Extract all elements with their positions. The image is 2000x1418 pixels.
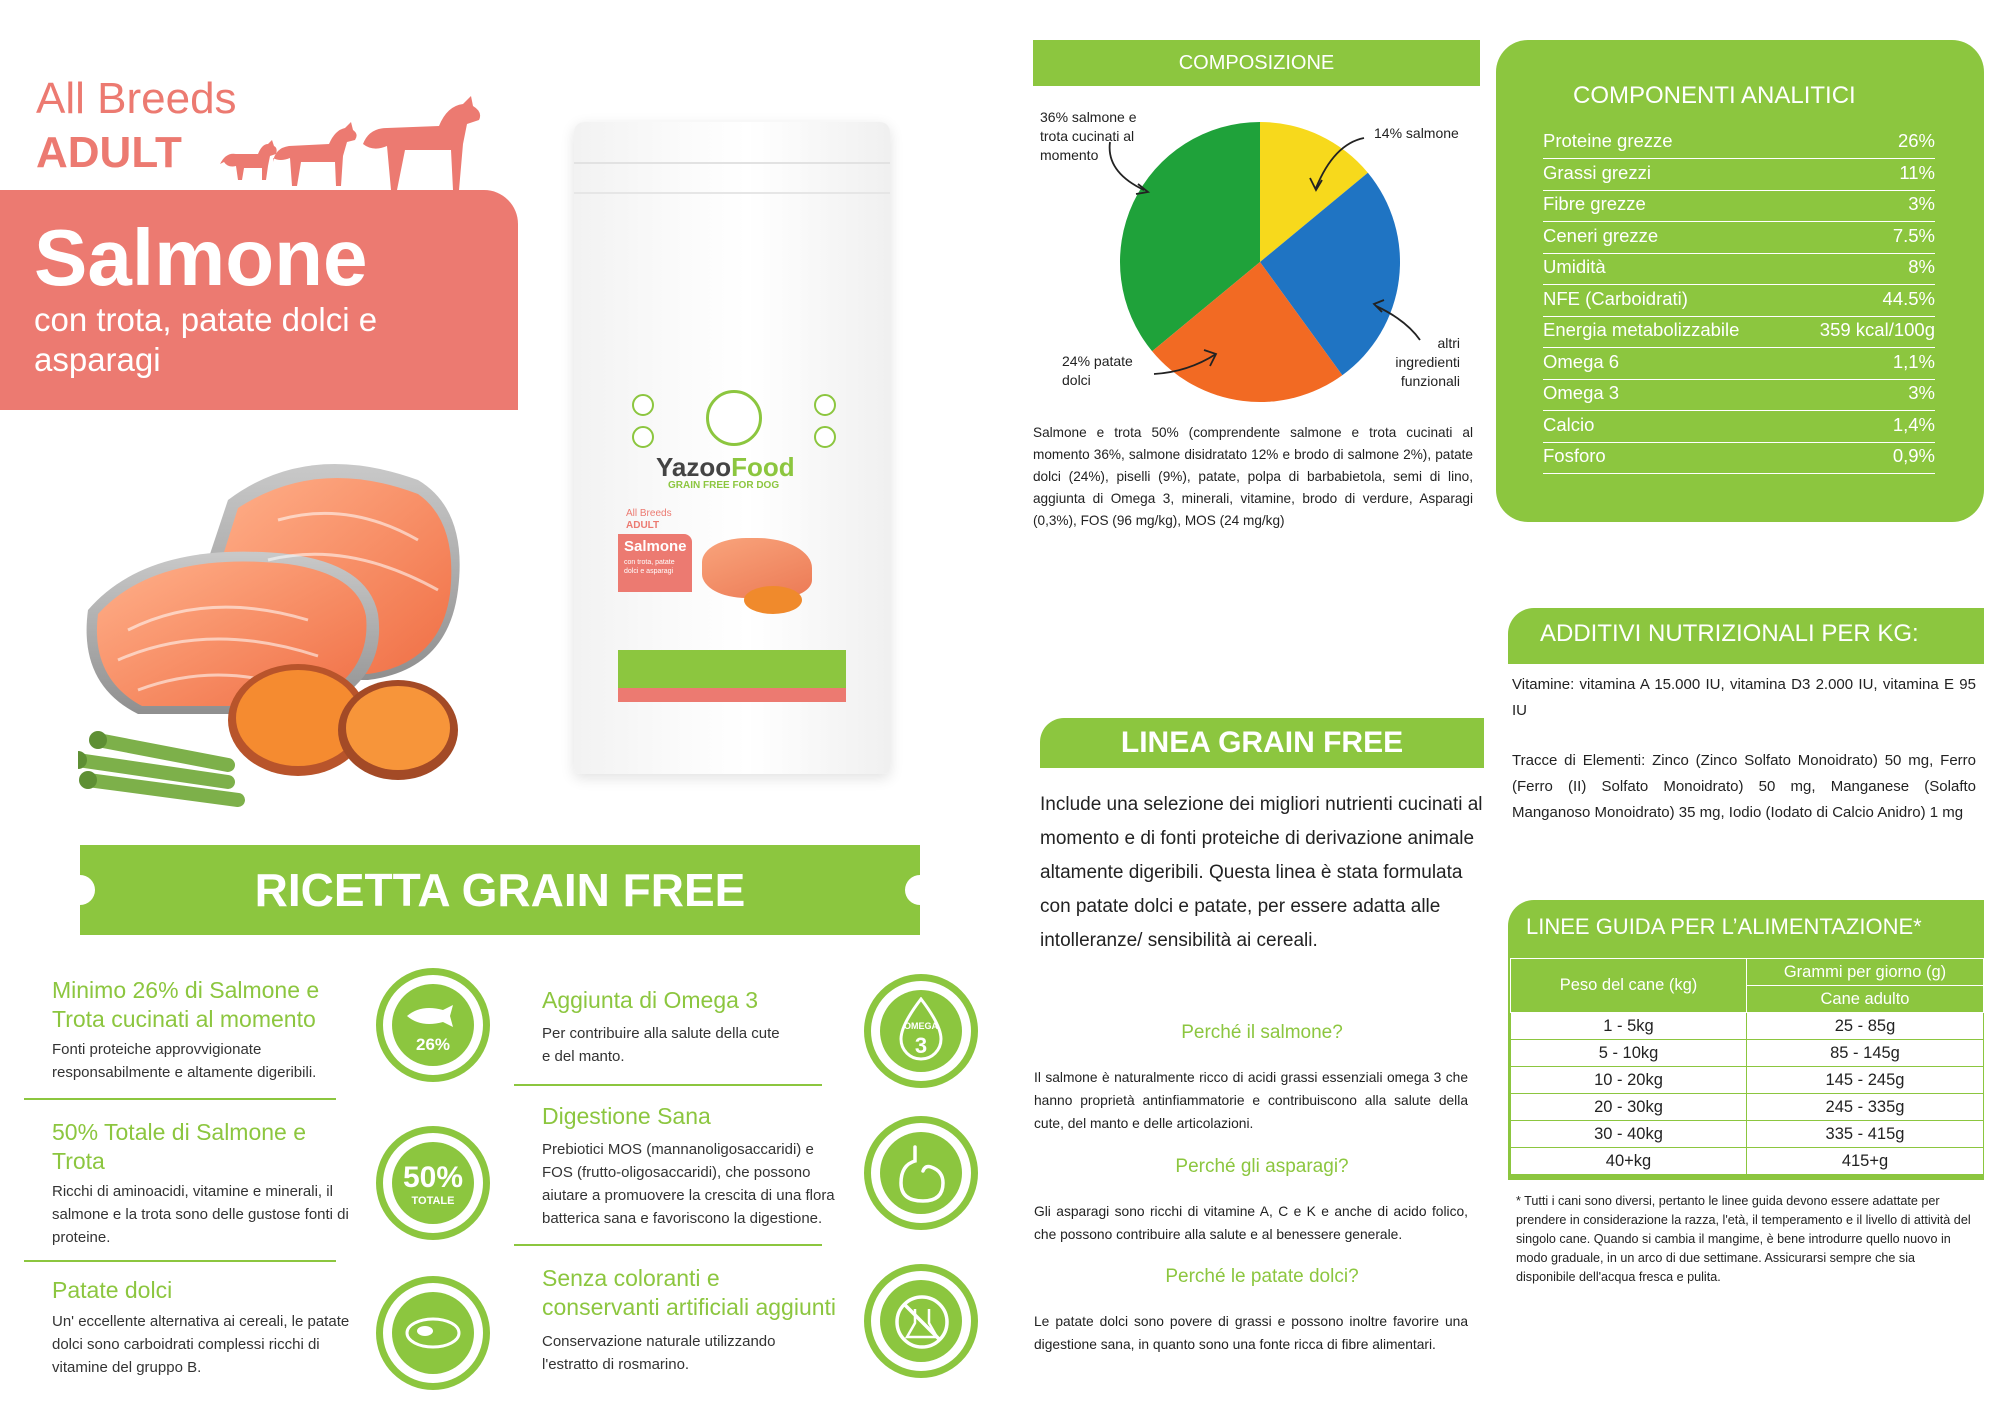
analitici-key: Umidità xyxy=(1543,256,1606,277)
why-title-patate: Perché le patate dolci? xyxy=(1165,1266,1359,1287)
bag-adult: ADULT xyxy=(626,520,660,531)
analitici-value: 7.5% xyxy=(1892,224,1935,246)
feature-title-5: Digestione Sana xyxy=(542,1103,711,1129)
bag-feature-strip xyxy=(618,650,846,688)
title-box xyxy=(0,190,518,410)
pie-label-altri: altri ingredienti funzionali xyxy=(1395,335,1460,389)
feature-text-3: Un' eccellente alternativa ai cereali, le patate dolci sono carboidrati complessi ricchi di vitamine del gruppo B. xyxy=(52,1313,350,1376)
analitici-value: 3% xyxy=(1908,382,1935,403)
analitici-row xyxy=(1543,223,1935,254)
composizione-header xyxy=(1033,40,1480,86)
pie-label-patate: 24% patate dolci xyxy=(1062,353,1133,388)
table-row xyxy=(1511,1040,1984,1067)
bag-tagline: GRAIN FREE FOR DOG xyxy=(668,480,780,491)
composizione-title: COMPOSIZIONE xyxy=(1178,52,1335,74)
bag-all-breeds: All Breeds xyxy=(626,508,672,519)
feature-title-2: 50% Totale di Salmone e Trota xyxy=(52,1119,307,1174)
grain-free-icon xyxy=(632,394,654,416)
bag-subtitle: con trota, patate dolci e asparagi xyxy=(624,559,675,575)
dog-badge-icon xyxy=(632,426,654,448)
col-header-peso: Peso del cane (kg) xyxy=(1511,959,1747,1013)
arrow-icon xyxy=(1100,140,1160,210)
analitici-key: Grassi grezzi xyxy=(1543,161,1651,183)
salmon-steak-image xyxy=(78,430,548,810)
salmon-icon xyxy=(376,968,490,1082)
feature-icon-num-4: 3 xyxy=(914,1033,928,1058)
additivi-tracce: Tracce di Elementi: Zinco (Zinco Solfato Monoidrato) 50 mg, Ferro (Ferro (II) Solfato Monoidrato) 50 mg, Manganese (Solafto Manganoso Monoidrato) 35 mg, Iodio (Iodato di Calcio Anidro) 1 mg xyxy=(1512,752,1976,821)
pie-label-salmone-trota: 36% salmone e trota cucinati al momento xyxy=(1040,109,1137,163)
feature-text-5: Prebiotici MOS (mannanoligosaccaridi) e FOS (frutto-oligosaccaridi), che possono aiutare a promuovere la crescita di una flora batterica sana e favoriscono la digestione. xyxy=(542,1141,835,1227)
arrow-icon xyxy=(1150,340,1230,390)
cell-peso: 10 - 20kg xyxy=(1511,1067,1747,1094)
bag-brand: YazooFood xyxy=(656,452,795,482)
col-header-cane-adulto: Cane adulto xyxy=(1747,986,1984,1013)
analitici-row xyxy=(1543,380,1935,411)
stomach-icon xyxy=(864,1116,978,1230)
linee-guida-title: LINEE GUIDA PER L’ALIMENTAZIONE* xyxy=(1526,914,1922,939)
feature-icon-label-1: 26% xyxy=(415,1035,451,1054)
ricetta-title: RICETTA GRAIN FREE xyxy=(254,864,746,916)
analitici-value: 1,1% xyxy=(1892,350,1935,372)
analitici-key: Fibre grezze xyxy=(1543,193,1646,214)
table-row xyxy=(1511,1094,1984,1121)
product-subtitle: con trota, patate dolci e asparagi xyxy=(34,301,378,378)
feature-text-2: Ricchi di aminoacidi, vitamine e minerali, il salmone e la trota sono delle gustose fonti di proteine. xyxy=(52,1183,349,1246)
cell-grammi: 85 - 145g xyxy=(1747,1040,1984,1067)
table-row xyxy=(1511,1148,1984,1175)
dogs-silhouette-icon xyxy=(215,92,505,192)
pie-label-salmone: 14% salmone xyxy=(1374,125,1459,141)
analitici-row xyxy=(1543,443,1935,474)
divider xyxy=(24,1098,336,1100)
analitici-value: 1,4% xyxy=(1892,413,1935,435)
bag-name: Salmone xyxy=(624,538,687,555)
analitici-key: Energia metabolizzabile xyxy=(1543,319,1740,340)
composizione-description: Salmone e trota 50% (comprendente salmone e trota cucinati al momento 36%, salmone disidratato 12% e brodo di salmone 2%), patate dolci (24%), piselli (9%), patate, polpa di barbabietola, semi di lino, aggiunta di Omega 3, minerali, vitamine, brodo di verdure, Asparagi (0,3%), FOS (96 mg/kg), MOS (24 mg/kg) xyxy=(1033,425,1473,528)
arrow-icon xyxy=(1350,276,1440,346)
feature-title-1: Minimo 26% di Salmone e Trota cucinati al momento xyxy=(52,977,320,1032)
feature-icon-label-4: OMEGA xyxy=(903,1021,938,1031)
analitici-value: 359 kcal/100g xyxy=(1819,319,1935,340)
all-breeds-label: All Breeds xyxy=(36,74,237,123)
componenti-analitici-title: COMPONENTI ANALITICI xyxy=(1573,82,1856,109)
cell-grammi: 335 - 415g xyxy=(1747,1121,1984,1148)
cell-peso: 40+kg xyxy=(1511,1148,1747,1175)
cell-peso: 1 - 5kg xyxy=(1511,1013,1747,1040)
linee-guida-note: * Tutti i cani sono diversi, pertanto le linee guida devono essere adattate per prendere in considerazione la razza, l'età, il temperamento e il livello di attività del singolo cane. Quando si cambia il mangime, è bene introdurre quello nuovo in modo graduale, in un arco di due settimane. Assicurarsi sempre che sia disponibile dell'acqua fresca e pulita. xyxy=(1516,1194,1971,1284)
high-meat-icon xyxy=(814,394,836,416)
feature-text-6: Conservazione naturale utilizzando l'estratto di rosmarino. xyxy=(542,1333,776,1373)
analitici-key: Proteine grezze xyxy=(1543,130,1673,151)
analitici-value: 11% xyxy=(1899,161,1935,183)
feature-title-6: Senza coloranti e conservanti artificiali aggiunti xyxy=(542,1265,837,1320)
sweet-potato-icon xyxy=(376,1276,490,1390)
analitici-row xyxy=(1543,128,1935,159)
analitici-row xyxy=(1543,286,1935,317)
cell-grammi: 245 - 335g xyxy=(1747,1094,1984,1121)
analitici-value: 8% xyxy=(1908,256,1935,277)
analitici-key: NFE (Carboidrati) xyxy=(1543,287,1688,309)
linea-grain-free-title: LINEA GRAIN FREE xyxy=(1120,726,1404,759)
additivi-vitamine: Vitamine: vitamina A 15.000 IU, vitamina D3 2.000 IU, vitamina E 95 IU xyxy=(1512,676,1976,719)
bag-title-box xyxy=(618,534,692,592)
additivi-title: ADDITIVI NUTRIZIONALI PER KG: xyxy=(1540,620,1919,647)
feature-title-4: Aggiunta di Omega 3 xyxy=(542,987,759,1013)
why-text-patate: Le patate dolci sono povere di grassi e possono inoltre favorire una digestione sana, in quanto sono una fonte ricca di fibre alimentari. xyxy=(1034,1314,1468,1352)
analitici-key: Omega 6 xyxy=(1543,350,1620,372)
analitici-value: 0,9% xyxy=(1892,445,1935,466)
cell-peso: 30 - 40kg xyxy=(1511,1121,1747,1148)
cell-grammi: 145 - 245g xyxy=(1747,1067,1984,1094)
why-text-asparagi: Gli asparagi sono ricchi di vitamine A, C e K e anche di acido folico, che possono contribuire alla salute e al benessere generale. xyxy=(1034,1204,1468,1242)
analitici-row xyxy=(1543,349,1935,380)
analitici-row xyxy=(1543,191,1935,222)
product-bag xyxy=(574,122,890,774)
additivi-header xyxy=(1508,608,1984,664)
why-title-asparagi: Perché gli asparagi? xyxy=(1175,1156,1349,1177)
omega-drop-icon xyxy=(864,974,978,1088)
divider xyxy=(24,1260,336,1262)
feature-text-1: Fonti proteiche approvvigionate responsabilmente e altamente digeribili. xyxy=(52,1041,317,1081)
dog-logo-icon xyxy=(706,390,762,446)
feature-icon-sub-2: TOTALE xyxy=(411,1195,455,1207)
table-row xyxy=(1511,1013,1984,1040)
feature-title-3: Patate dolci xyxy=(52,1277,173,1303)
divider xyxy=(514,1244,822,1246)
feature-icon-label-2: 50% xyxy=(402,1161,464,1194)
linea-grain-free-header xyxy=(1040,718,1484,768)
cell-peso: 5 - 10kg xyxy=(1511,1040,1747,1067)
adult-label: ADULT xyxy=(36,128,182,177)
cell-grammi: 415+g xyxy=(1747,1148,1984,1175)
analitici-key: Omega 3 xyxy=(1543,382,1620,403)
arrow-icon xyxy=(1280,130,1370,200)
cell-grammi: 25 - 85g xyxy=(1747,1013,1984,1040)
analitici-key: Ceneri grezze xyxy=(1543,224,1659,246)
linea-grain-free-text: Include una selezione dei migliori nutrienti cucinati al momento e di fonti proteiche di derivazione animale altamente digeribili. Questa linea è stata formulata con patate dolci e patate, per essere adatta alle intolleranze/ sensibilità ai cereali. xyxy=(1040,794,1483,951)
analitici-value: 26% xyxy=(1897,130,1935,151)
bag-potato-image xyxy=(744,586,802,614)
analitici-row xyxy=(1543,160,1935,191)
bag-red-strip xyxy=(618,688,846,702)
human-grade-icon xyxy=(814,426,836,448)
ricetta-banner xyxy=(80,845,920,935)
table-row xyxy=(1511,1067,1984,1094)
percent-badge-icon xyxy=(376,1126,490,1240)
feature-text-4: Per contribuire alla salute della cute e del manto. xyxy=(542,1025,780,1065)
analitici-key: Fosforo xyxy=(1543,445,1606,466)
analitici-row xyxy=(1543,254,1935,285)
analitici-value: 3% xyxy=(1908,193,1935,214)
analitici-row xyxy=(1543,412,1935,443)
divider xyxy=(514,1084,822,1086)
product-title: Salmone xyxy=(34,213,368,302)
linee-guida-table xyxy=(1510,958,1984,1175)
col-header-grammi: Grammi per giorno (g) xyxy=(1747,959,1984,986)
why-text-salmone: Il salmone è naturalmente ricco di acidi grassi essenziali omega 3 che hanno proprietà antinfiammatorie e contribuiscono alla salute della cute, del manto e delle articolazioni. xyxy=(1034,1070,1468,1131)
table-row xyxy=(1511,1121,1984,1148)
no-chemicals-icon xyxy=(864,1264,978,1378)
analitici-value: 44.5% xyxy=(1882,287,1935,309)
analitici-key: Calcio xyxy=(1543,413,1595,435)
why-title-salmone: Perché il salmone? xyxy=(1181,1022,1343,1043)
cell-peso: 20 - 30kg xyxy=(1511,1094,1747,1121)
analitici-row xyxy=(1543,317,1935,348)
